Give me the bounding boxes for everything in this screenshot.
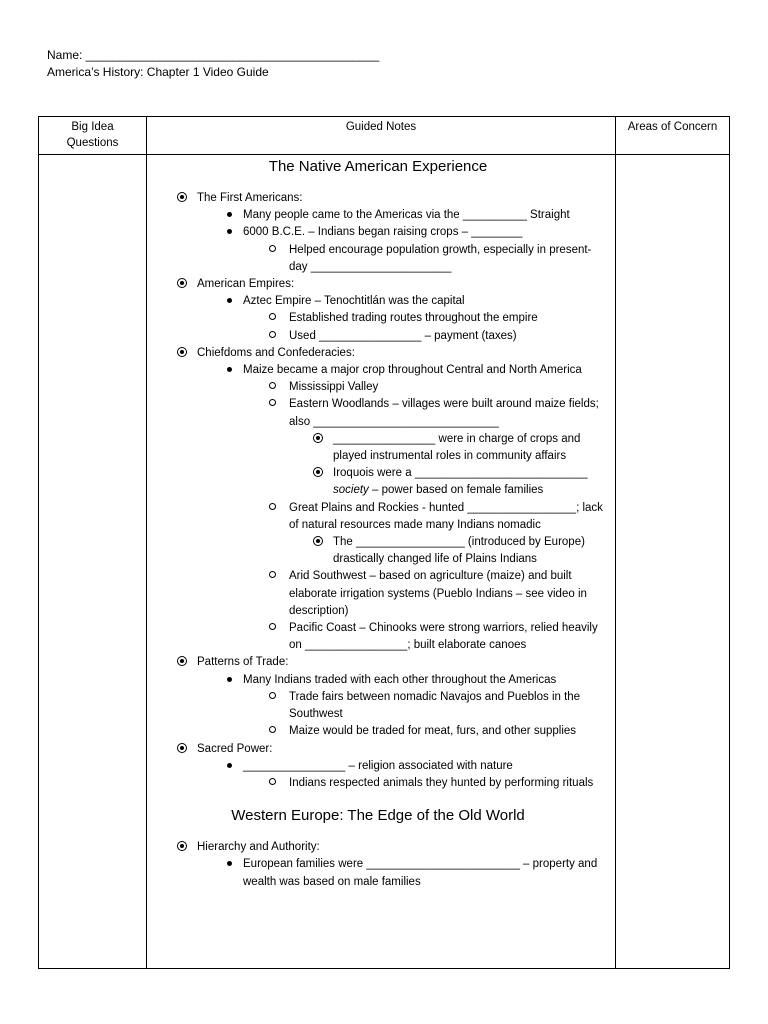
note-text: Many people came to the Americas via the __________ Straight: [243, 209, 570, 222]
bullet-marker: [269, 379, 289, 396]
bullet-marker: [269, 620, 289, 637]
bullet-icon: [227, 677, 232, 682]
note-text-emphasis: society: [333, 484, 369, 497]
note-text: The First Americans:: [197, 192, 303, 204]
bullet-marker: [227, 758, 243, 775]
circled-dot-bullet-icon: [177, 656, 187, 666]
bullet-marker: [177, 190, 197, 207]
hollow-circle-bullet-icon: [269, 778, 276, 785]
bullet-marker: [227, 224, 243, 241]
note-item-level-3: [147, 379, 609, 396]
circled-dot-bullet-icon: [313, 467, 323, 477]
note-item-level-3: [147, 500, 609, 534]
note-text: The _________________ (introduced by Europe) drastically changed life of Plains Indians: [333, 536, 585, 566]
note-item-level-2: [147, 758, 609, 775]
note-item-level-2: [147, 362, 609, 379]
bullet-marker: [227, 293, 243, 310]
section-title: Western Europe: The Edge of the Old World: [231, 807, 525, 825]
note-item-level-2: [147, 224, 609, 241]
bullet-marker: [313, 465, 333, 482]
note-item-level-1: [147, 839, 609, 856]
bullet-marker: [227, 672, 243, 689]
bullet-icon: [227, 367, 232, 372]
note-text-part: Iroquois were a ___________________________: [333, 467, 588, 480]
bullet-marker: [269, 242, 289, 259]
bullet-marker: [313, 534, 333, 551]
note-item-level-2: [147, 672, 609, 689]
note-item-level-3: [147, 689, 609, 723]
note-item-level-4: [147, 431, 609, 465]
bullet-marker: [227, 207, 243, 224]
bullet-marker: [269, 500, 289, 517]
bullet-marker: [269, 689, 289, 706]
table-header-row: [39, 117, 730, 155]
note-text: 6000 B.C.E. – Indians began raising crops – ________: [243, 226, 523, 239]
section-title: The Native American Experience: [268, 158, 488, 175]
col-header-big-idea: Big Idea Questions: [39, 117, 147, 155]
circled-dot-bullet-icon: [177, 841, 187, 851]
col-header-guided-notes: Guided Notes: [147, 117, 616, 155]
note-text: ________________ – religion associated with nature: [243, 759, 513, 772]
guided-notes-cell: [147, 155, 616, 969]
bullet-marker: [177, 839, 197, 856]
bullet-marker: [177, 345, 197, 362]
bullet-marker: [227, 856, 243, 873]
note-text: American Empires:: [197, 278, 295, 291]
note-text: Indians respected animals they hunted by performing rituals: [289, 776, 594, 789]
bullet-marker: [227, 362, 243, 379]
hollow-circle-bullet-icon: [269, 571, 276, 578]
note-item-level-2: [147, 293, 609, 310]
note-item-level-1: [147, 276, 609, 293]
note-text: Trade fairs between nomadic Navajos and Pueblos in the Southwest: [289, 690, 581, 721]
bullet-marker: [177, 276, 197, 293]
note-text: Hierarchy and Authority:: [197, 841, 320, 854]
note-text: Helped encourage population growth, especially in present-day ______________________: [289, 243, 592, 273]
document-header: [47, 47, 379, 81]
note-text: Maize would be traded for meat, furs, and other supplies: [289, 725, 577, 738]
bullet-icon: [227, 861, 232, 866]
note-item-level-1: [147, 345, 609, 362]
note-item-level-3: [147, 775, 609, 792]
note-item-level-3: [147, 568, 609, 620]
hollow-circle-bullet-icon: [269, 503, 276, 510]
big-idea-cell[interactable]: [39, 155, 147, 969]
table-body-row: [39, 155, 730, 969]
hollow-circle-bullet-icon: [269, 399, 276, 406]
note-text: Patterns of Trade:: [197, 656, 289, 669]
hollow-circle-bullet-icon: [269, 692, 276, 699]
bullet-marker: [269, 396, 289, 413]
note-text: Sacred Power:: [197, 742, 273, 755]
hollow-circle-bullet-icon: [269, 623, 276, 630]
note-text: Arid Southwest – based on agriculture (maize) and built elaborate irrigation systems (Pueblo Indians – see video in description): [289, 570, 587, 617]
note-text: Great Plains and Rockies - hunted _________________; lack of natural resources made many Indians nomadic: [289, 501, 603, 531]
note-item-level-3: [147, 396, 609, 430]
note-text: Chiefdoms and Confederacies:: [197, 346, 355, 359]
circled-dot-bullet-icon: [177, 278, 187, 288]
note-item-level-4: [147, 465, 609, 499]
bullet-marker: [313, 431, 333, 448]
areas-of-concern-cell[interactable]: [616, 155, 730, 969]
circled-dot-bullet-icon: [177, 743, 187, 753]
note-item-level-1: [147, 741, 609, 758]
note-text: Aztec Empire – Tenochtitlán was the capital: [243, 295, 465, 308]
note-item-level-4: [147, 534, 609, 568]
guided-notes: [147, 157, 615, 891]
note-text: Eastern Woodlands – villages were built around maize fields; also _____________________________: [289, 398, 599, 428]
bullet-marker: [269, 310, 289, 327]
col-header-areas-of-concern: Areas of Concern: [616, 117, 730, 155]
note-text: Established trading routes throughout the empire: [289, 312, 538, 325]
note-text: Pacific Coast – Chinooks were strong warriors, relied heavily on ________________; built elaborate canoes: [289, 622, 598, 652]
note-text: European families were ________________________ – property and wealth was based on male families: [243, 858, 598, 888]
name-line: Name: ____________________________________________: [47, 48, 380, 62]
note-text: Mississippi Valley: [289, 381, 379, 394]
circled-dot-bullet-icon: [313, 433, 323, 443]
bullet-icon: [227, 298, 232, 303]
bullet-marker: [177, 654, 197, 671]
bullet-marker: [269, 775, 289, 792]
bullet-marker: [269, 723, 289, 740]
bullet-marker: [269, 328, 289, 345]
note-text: [333, 465, 609, 499]
hollow-circle-bullet-icon: [269, 382, 276, 389]
note-text: Many Indians traded with each other throughout the Americas: [243, 673, 557, 686]
circled-dot-bullet-icon: [177, 192, 187, 202]
note-item-level-3: [147, 242, 609, 276]
note-text: Used ________________ – payment (taxes): [289, 329, 517, 342]
hollow-circle-bullet-icon: [269, 313, 276, 320]
note-item-level-3: [147, 328, 609, 345]
note-item-level-3: [147, 723, 609, 740]
bullet-marker: [269, 568, 289, 585]
hollow-circle-bullet-icon: [269, 726, 276, 733]
hollow-circle-bullet-icon: [269, 331, 276, 338]
note-text: Maize became a major crop throughout Central and North America: [243, 364, 582, 377]
note-item-level-1: [147, 654, 609, 671]
video-guide-table: [38, 116, 730, 969]
note-item-level-2: [147, 856, 609, 890]
bullet-marker: [177, 741, 197, 758]
note-text-part: – power based on female families: [368, 484, 544, 497]
note-item-level-3: [147, 620, 609, 654]
circled-dot-bullet-icon: [177, 347, 187, 357]
note-item-level-3: [147, 310, 609, 327]
note-text: ________________ were in charge of crops and played instrumental roles in community affairs: [333, 432, 581, 463]
hollow-circle-bullet-icon: [269, 245, 276, 252]
circled-dot-bullet-icon: [313, 536, 323, 546]
note-item-level-2: [147, 207, 609, 224]
bullet-icon: [227, 763, 232, 768]
bullet-icon: [227, 229, 232, 234]
note-item-level-1: [147, 190, 609, 207]
bullet-icon: [227, 212, 232, 217]
document-subtitle: America’s History: Chapter 1 Video Guide: [47, 65, 269, 79]
